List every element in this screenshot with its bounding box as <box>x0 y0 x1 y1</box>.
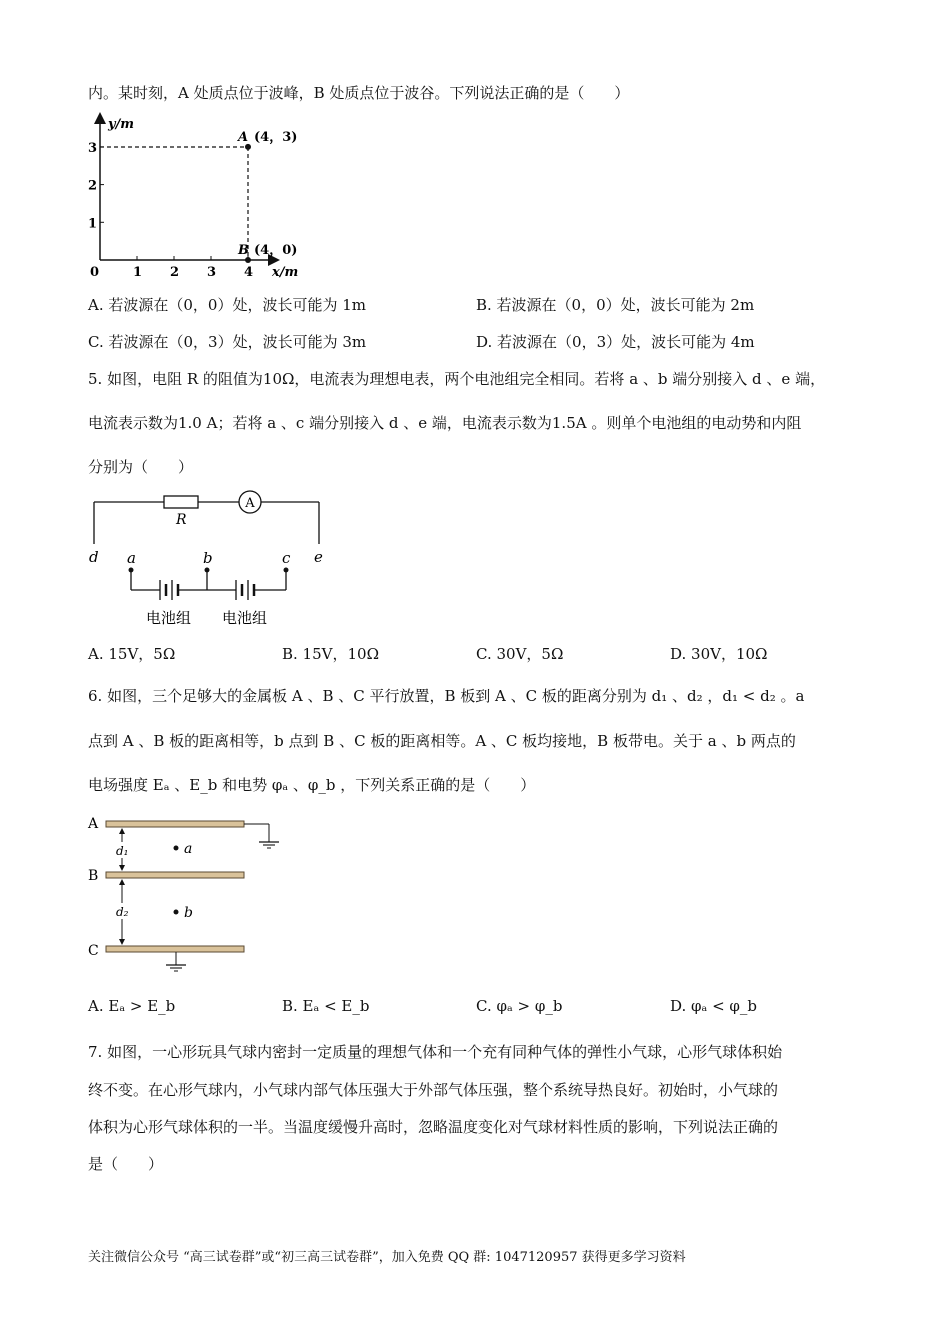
q5-line-1: 5. 如图，电阻 R 的阻值为10Ω，电流表为理想电表，两个电池组完全相同。若将 a 、b 端分别接入 d 、e 端， <box>88 370 826 388</box>
x-tick-label: 2 <box>170 265 180 280</box>
q7-line-2: 终不变。在心形气球内，小气球内部气体压强大于外部气体压强，整个系统导热良好。初始时，小气球的 <box>88 1081 779 1099</box>
y-tick-label: 1 <box>88 216 98 232</box>
point-a-name: A <box>238 129 249 145</box>
q7-line-4: 是（ ） <box>88 1155 164 1173</box>
q5-option-a: A. 15V，5Ω <box>88 645 176 663</box>
q4-option-c: C. 若波源在（0，3）处，波长可能为 3m <box>88 333 367 351</box>
resistor-r <box>164 496 198 508</box>
battery-label-1: 电池组 <box>146 609 192 627</box>
plate-c-label: C <box>88 943 99 959</box>
ammeter-label: A <box>245 496 255 511</box>
point-a <box>174 846 179 851</box>
q6-option-a: A. Eₐ > E_b <box>88 997 176 1015</box>
q4-option-a: A. 若波源在（0，0）处，波长可能为 1m <box>88 296 366 314</box>
resistor-label: R <box>176 512 187 528</box>
plate-b <box>106 872 244 878</box>
battery-label-2: 电池组 <box>222 609 268 627</box>
x-axis-label: x/m <box>272 265 299 280</box>
q5-line-3: 分别为（ ） <box>88 458 194 476</box>
y-tick-label: 3 <box>88 140 98 156</box>
point-b <box>174 910 179 915</box>
y-tick-label: 2 <box>88 178 98 194</box>
q4-wave-chart <box>84 110 314 280</box>
q6-line-1: 6. 如图，三个足够大的金属板 A 、B 、C 平行放置，B 板到 A 、C 板的距离分别为 d₁ 、d₂ ，d₁ < d₂ 。a <box>88 687 805 705</box>
q7-line-3: 体积为心形气球体积的一半。当温度缓慢升高时，忽略温度变化对气球材料性质的影响，下列说法正确的 <box>88 1118 779 1136</box>
q6-line-3: 电场强度 Eₐ 、E_b 和电势 φₐ 、φ_b ，下列关系正确的是（ ） <box>88 776 536 794</box>
terminal-e: e <box>314 548 323 566</box>
x-tick-label: 1 <box>133 265 143 280</box>
q6-option-d: D. φₐ < φ_b <box>670 997 758 1015</box>
point-b-coords: (4，0) <box>254 243 298 258</box>
q5-circuit-diagram <box>84 488 334 633</box>
q7-line-1: 7. 如图，一心形玩具气球内密封一定质量的理想气体和一个充有同种气体的弹性小气球，心形气球体积始 <box>88 1043 783 1061</box>
footer-note: 关注微信公众号 “高三试卷群”或“初三高三试卷群”，加入免费 QQ 群: 1047120957 获得更多学习资料 <box>88 1250 686 1265</box>
x-tick-label: 4 <box>244 265 254 280</box>
terminal-a: a <box>127 549 136 567</box>
plate-c <box>106 946 244 952</box>
y-axis-label: y/m <box>108 117 135 132</box>
plate-a-label: A <box>88 816 99 832</box>
q5-option-c: C. 30V，5Ω <box>476 645 564 663</box>
q5-line-2: 电流表示数为1.0 A；若将 a 、c 端分别接入 d 、e 端，电流表示数为1.5A 。则单个电池组的电动势和内阻 <box>88 414 802 432</box>
q6-option-c: C. φₐ > φ_b <box>476 997 563 1015</box>
terminal-b: b <box>203 549 213 567</box>
q4-option-b: B. 若波源在（0，0）处，波长可能为 2m <box>476 296 755 314</box>
point-b-name: B <box>238 243 249 258</box>
point-a-coords: (4，3) <box>254 129 298 145</box>
terminal-d: d <box>89 548 99 566</box>
q6-line-2: 点到 A 、B 板的距离相等，b 点到 B 、C 板的距离相等。A 、C 板均接地，B 板带电。关于 a 、b 两点的 <box>88 732 796 750</box>
terminal-c: c <box>282 549 291 567</box>
point-a-label: a <box>184 841 193 857</box>
q4-stem-tail: 内。某时刻，A 处质点位于波峰，B 处质点位于波谷。下列说法正确的是（ ） <box>88 84 630 102</box>
x-tick-label: 0 <box>90 265 100 280</box>
x-tick-label: 3 <box>207 265 217 280</box>
d1-label: d₁ <box>116 844 129 858</box>
q6-plates-diagram <box>84 810 304 980</box>
q4-option-d: D. 若波源在（0，3）处，波长可能为 4m <box>476 333 755 351</box>
point-b-label: b <box>184 905 193 921</box>
q5-option-d: D. 30V，10Ω <box>670 645 768 663</box>
plate-b-label: B <box>88 868 99 884</box>
plate-a <box>106 821 244 827</box>
q5-option-b: B. 15V，10Ω <box>282 645 380 663</box>
d2-label: d₂ <box>116 905 129 919</box>
q6-option-b: B. Eₐ < E_b <box>282 997 370 1015</box>
